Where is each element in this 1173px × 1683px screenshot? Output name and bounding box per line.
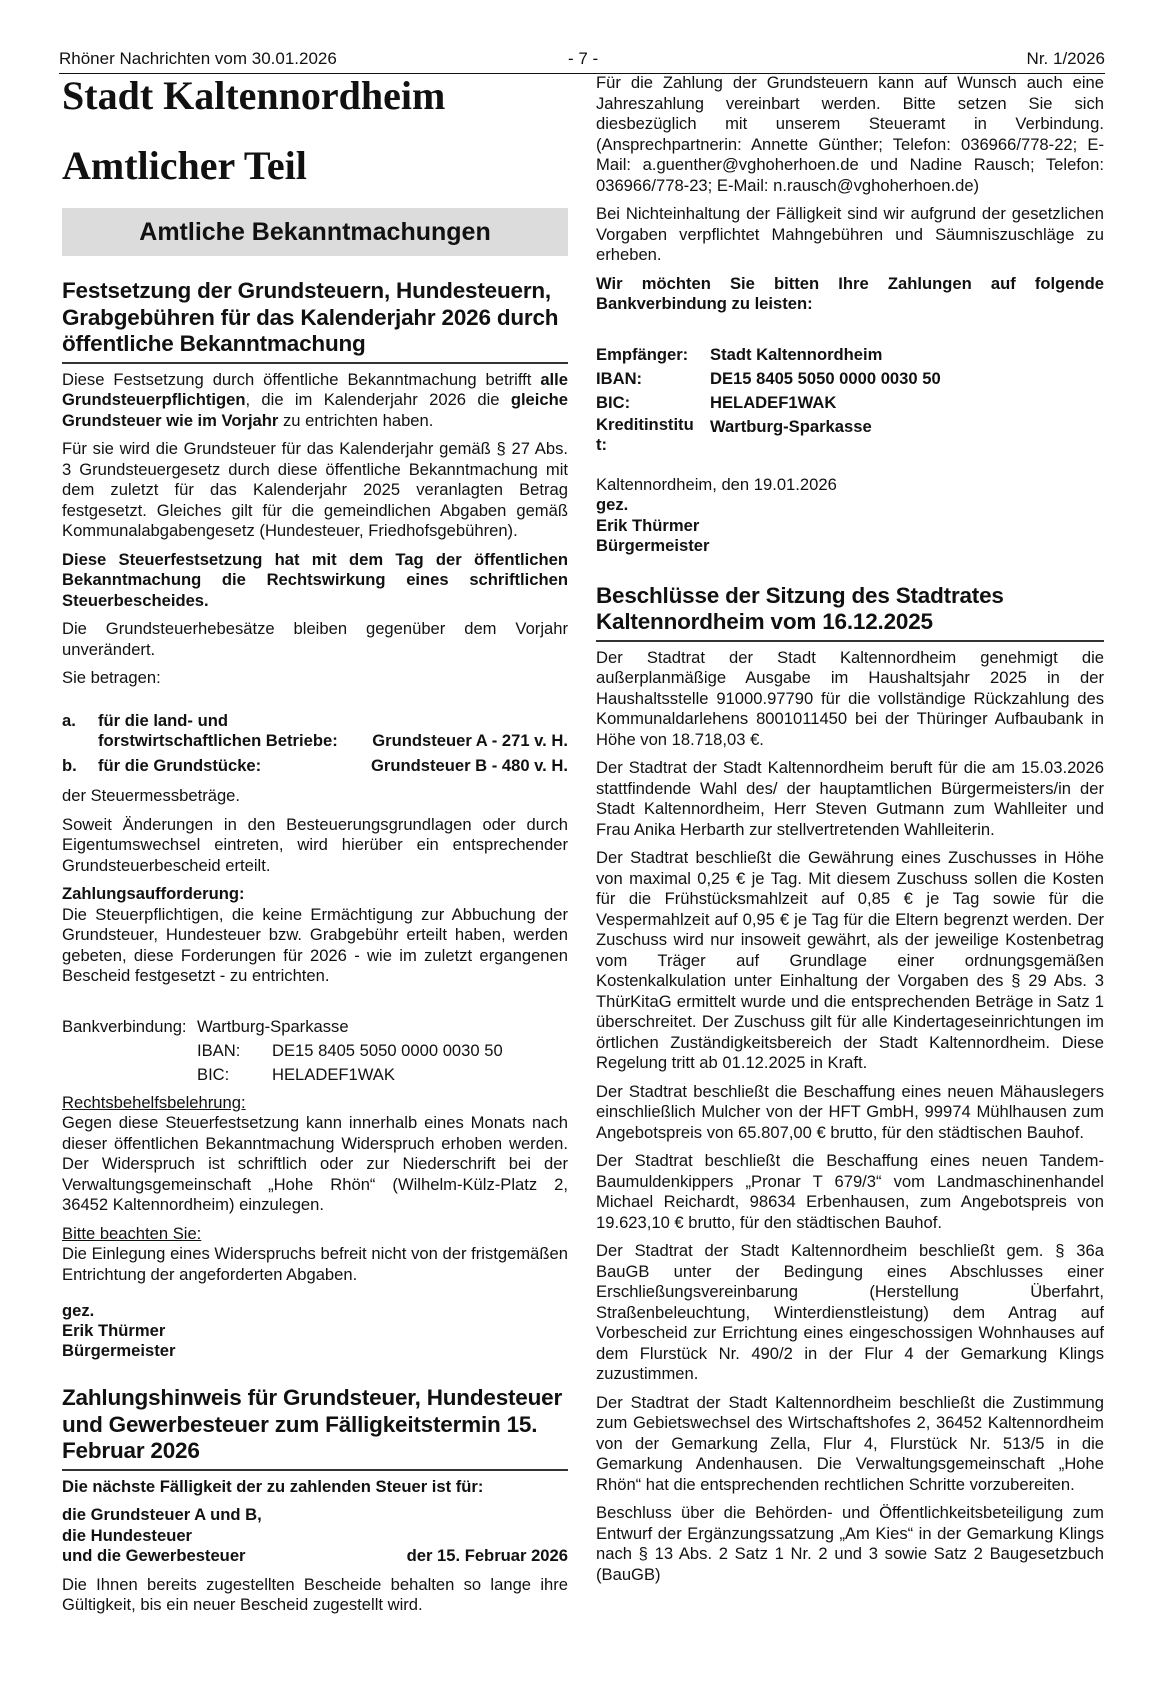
page-header <box>59 47 1105 74</box>
resolution-paragraph: Der Stadtrat beschließt die Gewährung eines Zuschusses in Höhe von maximal 0,25 € je Tag. Mit diesem Zuschuss sollen die Kosten für die Frühstücksmahlzeit auf 0,85 € je Tag sowie für die Vespermahlzeit auf 0,95 € je Tag für die Eltern begrenzt werden. Der Zuschuss wird nur insoweit gewährt, als der jeweilige Kostenbetrag vom Träger auf Grundlage einer ordnungsgemäßen Kostenkalkulation unter Einhaltung der Vorgaben des § 29 Abs. 3 ThürKitaG ermittelt wurde und die entsprechenden Beträge in Satz 1 überschreitet. Der Zuschuss gilt für alle Kindertageseinrichtungen im örtlichen Zuständigkeitsbereich der Stadt Kaltennordheim. Diese Regelung tritt ab 01.12.2025 in Kraft. <box>596 848 1104 1072</box>
bank-row <box>62 1015 568 1039</box>
rate-label: a. <box>62 710 76 730</box>
publication-date: Rhöner Nachrichten vom 30.01.2026 <box>59 49 337 68</box>
resolution-paragraph: Der Stadtrat der Stadt Kaltennordheim beruft für die am 15.03.2026 stattfindende Wahl des/ der hauptamtlichen Bürgermeisters/in der Stadt Kaltennordheim, Herr Steven Gutmann zum Wahlleiter und Frau Anika Herbarth zur stellvertretenden Wahlleiterin. <box>596 758 1104 839</box>
bank-key: IBAN: <box>596 368 643 388</box>
bank-value: DE15 8405 5050 0000 0030 50 <box>710 368 941 388</box>
signature <box>596 495 1104 557</box>
due-item <box>62 1546 568 1567</box>
due-date: der 15. Februar 2026 <box>406 1546 568 1565</box>
rate-row <box>62 756 568 777</box>
notice-heading: Bitte beachten Sie: <box>62 1223 202 1243</box>
bic-label: BIC: <box>197 1064 230 1084</box>
rate-text: für die Grundstücke: <box>98 755 262 775</box>
signature-title: Bürgermeister <box>62 1341 176 1360</box>
paragraph <box>62 370 568 432</box>
paragraph: Wir möchten Sie bitten Ihre Zahlungen auf folgende Bankverbindung zu leisten: <box>596 273 1104 313</box>
due-item-text: und die Gewerbesteuer <box>62 1546 246 1565</box>
tax-rates-list <box>62 711 568 777</box>
place-date: Kaltennordheim, den 19.01.2026 <box>596 474 837 494</box>
article-heading: Zahlungshinweis für Grundsteuer, Hundesteuer und Gewerbesteuer zum Fälligkeitstermin 15. Februar 2026 <box>62 1385 568 1471</box>
bank-name: Wartburg-Sparkasse <box>197 1016 349 1036</box>
bank-row <box>596 367 1104 391</box>
page-number: - 7 - <box>568 49 599 68</box>
paragraph: Die Ihnen bereits zugestellten Bescheide behalten so lange ihre Gültigkeit, bis ein neuer Bescheid zugestellt wird. <box>62 1574 568 1614</box>
bank-details <box>596 343 1104 455</box>
bold-text: alle Grundsteuerpflichtigen <box>62 369 568 409</box>
paragraph: Die Grundsteuerhebesätze bleiben gegenüber dem Vorjahr unverändert. <box>62 619 568 659</box>
article-payment-notice <box>62 1385 568 1616</box>
bank-row <box>596 343 1104 367</box>
resolution-paragraph: Beschluss über die Behörden- und Öffentlichkeitsbeteiligung zum Entwurf der Ergänzungssatzung „Am Kies“ in der Gemarkung Klings nach § 13 Abs. 2 Satz 1 Nr. 2 und 3 sowie Satz 2 Baugesetzbuch (BauGB) <box>596 1503 1104 1584</box>
bank-value: Wartburg-Sparkasse <box>710 416 872 436</box>
rate-value: Grundsteuer A - 271 v. H. <box>372 731 568 750</box>
iban-value: DE15 8405 5050 0000 0030 50 <box>272 1040 503 1060</box>
paragraph: Für sie wird die Grundsteuer für das Kalenderjahr gemäß § 27 Abs. 3 Grundsteuergesetz durch diese öffentliche Bekanntmachung mit dem zuletzt für das Kalenderjahr 2025 veranlagten Betrag festgesetzt. Gleiches gilt für die gemeindlichen Abgaben gemäß Kommunalabgabengesetz (Hundesteuer, Friedhofsgebühren). <box>62 439 568 540</box>
article-council-resolutions <box>596 583 1104 1586</box>
text: , die im Kalenderjahr 2026 die <box>245 390 511 409</box>
due-item: die Hundesteuer <box>62 1525 193 1545</box>
resolution-paragraph: Der Stadtrat der Stadt Kaltennordheim beschließt die Zustimmung zum Gebietswechsel des Wirtschaftshofes 2, 36452 Kaltennordheim von der Gemarkung Zella, Flur 4, Flurstück Nr. 513/5 in die Gemarkung Andenhausen. Die Verwaltungsgemeinschaft „Hohe Rhön“ hat die entsprechenden rechtlichen Schritte vorzubereiten. <box>596 1392 1104 1494</box>
signature-title: Bürgermeister <box>596 536 710 555</box>
payment-heading: Zahlungsaufforderung: <box>62 884 245 903</box>
rate-row <box>62 711 568 752</box>
article-heading: Beschlüsse der Sitzung des Stadtrates Kaltennordheim vom 16.12.2025 <box>596 583 1104 642</box>
paragraph: Gegen diese Steuerfestsetzung kann innerhalb eines Monats nach dieser öffentlichen Bekanntmachung Widerspruch erhoben werden. Der Widerspruch ist schriftlich oder zur Niederschrift bei der Verwaltungsgemeinschaft „Hohe Rhön“ (Wilhelm-Külz-Platz 2, 36452 Kaltennordheim) einzulegen. <box>62 1113 568 1214</box>
paragraph: Die Einlegung eines Widerspruchs befreit nicht von der fristgemäßen Entrichtung der angeforderten Abgaben. <box>62 1244 568 1284</box>
issue-number: Nr. 1/2026 <box>1026 49 1105 68</box>
bank-key: Kreditinstitut: <box>596 414 694 454</box>
resolution-paragraph: Der Stadtrat der Stadt Kaltennordheim genehmigt die außerplanmäßige Ausgabe im Haushaltsjahr 2025 in der Haushaltsstelle 91000.97790 für die vollständige Rückzahlung des Kommunaldarlehens 8001011450 bei der Thüringer Aufbaubank in Höhe von 18.718,03 €. <box>596 647 1104 749</box>
signature <box>62 1301 568 1361</box>
due-item: die Grundsteuer A und B, <box>62 1505 262 1524</box>
text: Diese Festsetzung durch öffentliche Bekanntmachung betrifft <box>62 369 541 389</box>
paragraph: Die nächste Fälligkeit der zu zahlenden Steuer ist für: <box>62 1476 484 1496</box>
rate-label: b. <box>62 755 77 775</box>
resolution-paragraph: Der Stadtrat der Stadt Kaltennordheim beschließt gem. § 36a BauGB unter der Bedingung eines Abschlusses einer Erschließungsvereinbarung (Herstellung Überfahrt, Straßenbeleuchtung, Winterdienstleistung) dem Antrag auf Vorbescheid zur Errichtung eines eingeschossigen Wohnhauses auf dem Flurstück Nr. 490/2 in der Flur 4 der Gemarkung Klings zuzustimmen. <box>596 1241 1104 1383</box>
rate-value: Grundsteuer B - 480 v. H. <box>370 755 568 775</box>
section-title: Amtlicher Teil <box>62 143 307 188</box>
bank-label: Bankverbindung: <box>62 1016 187 1036</box>
paragraph-legal-effect: Diese Steuerfestsetzung hat mit dem Tag der öffentlichen Bekanntmachung die Rechtswirkung eines schriftlichen Steuerbescheides. <box>62 549 568 610</box>
bank-key: Empfänger: <box>596 344 689 364</box>
spacer <box>62 1063 197 1087</box>
paragraph: Soweit Änderungen in den Besteuerungsgrundlagen oder durch Eigentumswechsel eintreten, wird hierüber ein entsprechender Grundsteuerbescheid erteilt. <box>62 814 568 875</box>
paragraph: Die Steuerpflichtigen, die keine Ermächtigung zur Abbuchung der Grundsteuer, Hundesteuer bzw. Grabgebühr erteilt haben, werden gebeten, diese Forderungen für 2026 - wie im zuletzt ergangenen Bescheid festgesetzt - zu entrichten. <box>62 904 568 985</box>
article-tax-assessment <box>62 278 568 1361</box>
text: zu entrichten haben. <box>278 410 434 430</box>
town-title: Stadt Kaltennordheim <box>62 73 446 118</box>
spacer <box>62 1039 197 1063</box>
paragraph: Für die Zahlung der Grundsteuern kann auf Wunsch auch eine Jahreszahlung vereinbart werden. Bitte setzen Sie sich diesbezüglich mit unserem Steueramt in Verbindung. (Ansprechpartnerin: Annette Günther; Telefon: 036966/778-22; E-Mail: a.guenther@vghoherhoen.de und Nadine Rausch; Telefon: 036966/778-23; E-Mail: n.rausch@vghoherhoen.de) <box>596 73 1104 195</box>
bank-details <box>62 1015 568 1087</box>
bold-text: gleiche Grundsteuer wie im Vorjahr <box>62 390 568 430</box>
due-list <box>62 1505 568 1567</box>
signature-name: Erik Thürmer <box>596 515 700 535</box>
paragraph: der Steuermessbeträge. <box>62 786 241 805</box>
legal-remedy-heading: Rechtsbehelfsbelehrung: <box>62 1092 246 1112</box>
rate-text: für die land- und forstwirtschaftlichen Betriebe: <box>98 710 338 750</box>
bank-row <box>596 415 1104 455</box>
article-heading: Festsetzung der Grundsteuern, Hundesteuern, Grabgebühren für das Kalenderjahr 2026 durch öffentliche Bekanntmachung <box>62 278 568 364</box>
paragraph: Sie betragen: <box>62 668 161 687</box>
right-column <box>596 74 1104 1593</box>
signature-gez: gez. <box>62 1301 95 1320</box>
bic-value: HELADEF1WAK <box>272 1064 395 1084</box>
resolution-paragraph: Der Stadtrat beschließt die Beschaffung eines neuen Tandem-Baumuldenkippers „Pronar T 679/3“ vom Landmaschinenhandel Michael Reichardt, 98634 Erbenhausen, zum Angebotspreis von 19.623,10 € brutto, für den städtischen Bauhof. <box>596 1151 1104 1232</box>
signature-gez: gez. <box>596 495 629 514</box>
bank-row <box>596 391 1104 415</box>
bank-value: Stadt Kaltennordheim <box>710 344 883 364</box>
bank-value: HELADEF1WAK <box>710 392 837 412</box>
left-column <box>62 74 568 1624</box>
paragraph: Bei Nichteinhaltung der Fälligkeit sind wir aufgrund der gesetzlichen Vorgaben verpflichtet Mahngebühren und Säumniszuschläge zu erheben. <box>596 204 1104 264</box>
category-banner: Amtliche Bekanntmachungen <box>62 208 568 256</box>
bank-key: BIC: <box>596 392 631 412</box>
bank-row <box>62 1063 568 1087</box>
iban-label: IBAN: <box>197 1040 241 1060</box>
bank-row <box>62 1039 568 1063</box>
resolution-paragraph: Der Stadtrat beschließt die Beschaffung eines neuen Mähauslegers einschließlich Mulcher von der HFT GmbH, 99974 Mühlhausen zum Angebotspreis von 65.807,00 € brutto, für den städtischen Bauhof. <box>596 1081 1104 1142</box>
signature-name: Erik Thürmer <box>62 1321 166 1340</box>
